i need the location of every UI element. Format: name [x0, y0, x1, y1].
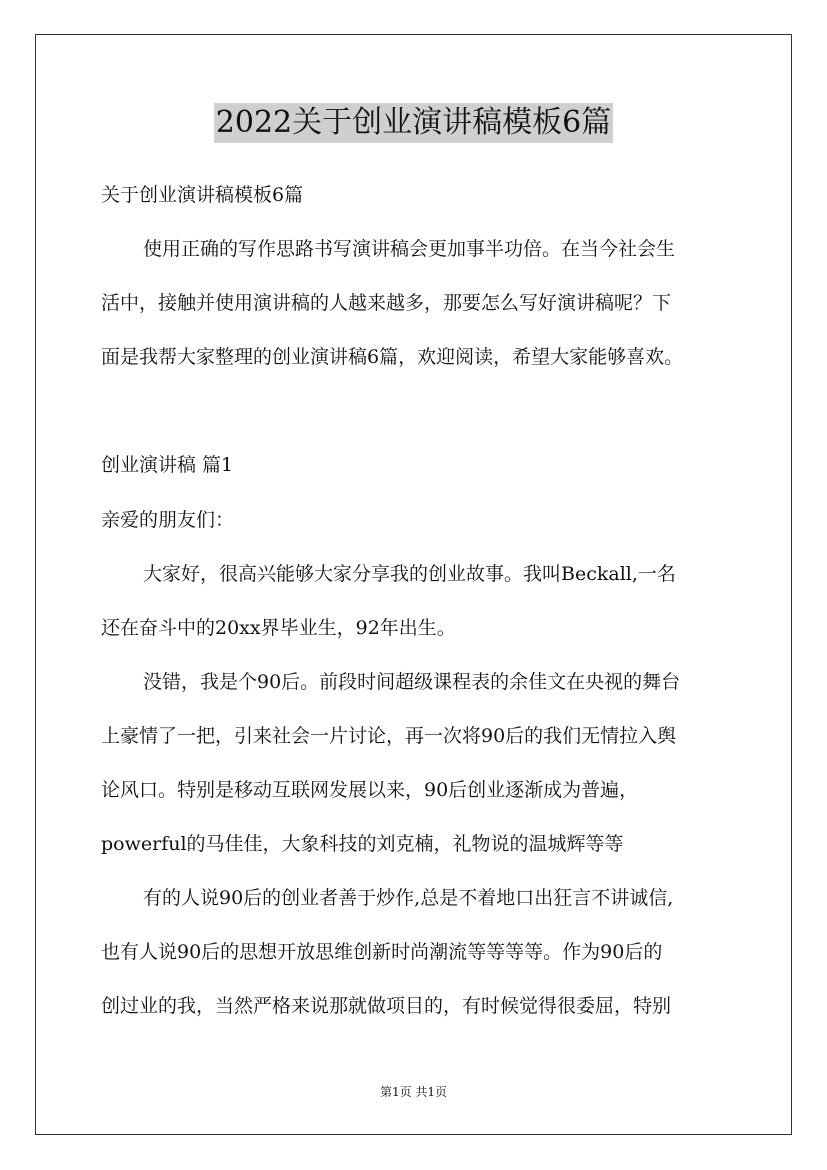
body-line-8: 也有人说90后的思想开放思维创新时尚潮流等等等等。作为90后的 [101, 941, 663, 963]
intro-line-3: 面是我帮大家整理的创业演讲稿6篇，欢迎阅读，希望大家能够喜欢。 [101, 346, 684, 368]
document-subtitle: 关于创业演讲稿模板6篇 [101, 184, 304, 206]
body-line-2: 还在奋斗中的20xx界毕业生，92年出生。 [101, 617, 456, 639]
body-line-5: 论风口。特别是移动互联网发展以来，90后创业逐渐成为普遍， [101, 779, 639, 801]
greeting: 亲爱的朋友们： [101, 509, 235, 531]
body-line-6: powerful的马佳佳，大象科技的刘克楠，礼物说的温城辉等等 [101, 833, 624, 855]
body-line-9: 创过业的我，当然严格来说那就做项目的，有时候觉得很委屈，特别 [101, 995, 672, 1017]
intro-line-1: 使用正确的写作思路书写演讲稿会更加事半功倍。在当今社会生 [143, 238, 676, 260]
section-heading: 创业演讲稿 篇1 [101, 454, 234, 476]
document-title: 2022关于创业演讲稿模板6篇 [214, 103, 613, 143]
body-line-4: 上豪情了一把，引来社会一片讨论，再一次将90后的我们无情拉入舆 [101, 725, 677, 747]
intro-line-2: 活中，接触并使用演讲稿的人越来越多，那要怎么写好演讲稿呢？下 [101, 292, 672, 314]
body-line-1: 大家好，很高兴能够大家分享我的创业故事。我叫Beckall,一名 [143, 563, 676, 585]
page-footer: 第1页 共1页 [379, 1085, 448, 1099]
body-line-7: 有的人说90后的创业者善于炒作,总是不着地口出狂言不讲诚信, [143, 887, 674, 909]
title-container [0, 103, 827, 143]
body-line-3: 没错，我是个90后。前段时间超级课程表的余佳文在央视的舞台 [143, 671, 681, 693]
